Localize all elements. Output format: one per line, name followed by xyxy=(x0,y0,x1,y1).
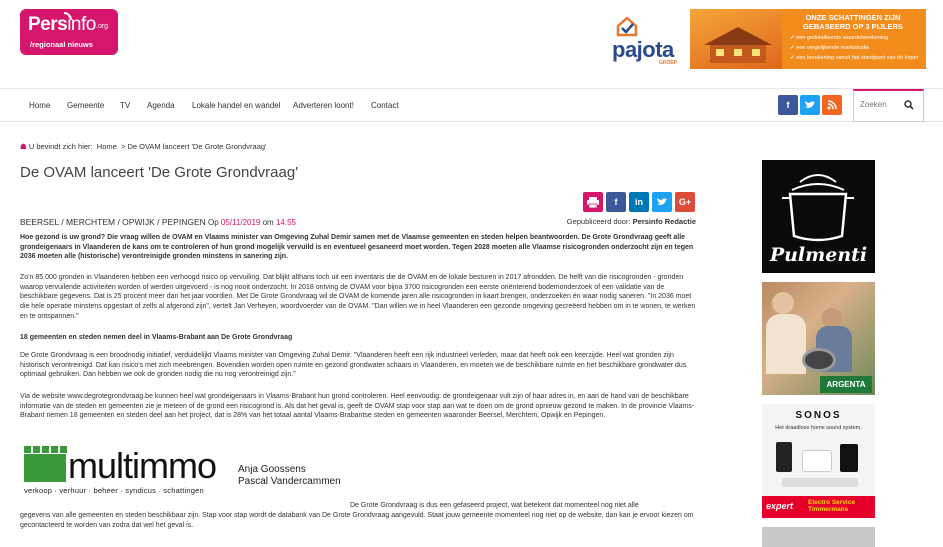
pulmenti-label: Pulmenti xyxy=(769,244,868,266)
multimmo-grid-icon xyxy=(24,446,68,454)
expert-banner xyxy=(762,496,875,518)
sonos-logo: SONOS xyxy=(795,410,842,421)
article-meta xyxy=(20,217,696,227)
nav-item-tv[interactable]: TV xyxy=(120,101,131,110)
header-banner-ad[interactable] xyxy=(690,9,926,69)
sidebar-ad-sonos[interactable] xyxy=(762,404,875,518)
article-intro: Hoe gezond is uw grond? Die vraag willen de OVAM en Vlaams minister van Omgeving Zuhal Demir samen met de Vlaamse gemeenten en steden helpen beantwoorden. De Grote Grondvraag geeft alle grondeigenaars in Vlaanderen de kans om te controleren of hun grond mogelijk vervuild is en eventueel gesaneerd moet worden. Tegen 2028 moeten alle Vlaamse risicogronden onderzocht zijn en tegen 2036 moeten alle (historische) verontreinigde gronden minstens in sanering zijn. xyxy=(20,234,694,261)
article-paragraph: gegevens van alle gemeenten en steden beschikbaar zijn. Stap voor stap wordt de databank van De Grote Grondvraag aangevuld. Staat jouw gemeente momenteel nog niet op de website, dan kan je ervoor kiezen om gecontacteerd te worden van zodra dat wel het geval is. xyxy=(20,512,694,529)
search-icon[interactable] xyxy=(904,100,914,110)
electro-service-label xyxy=(808,499,855,513)
multimmo-logo-block xyxy=(24,454,66,482)
multimmo-name: Pascal Vandercammen xyxy=(238,476,341,487)
multimmo-slogan: verkoop · verhuur · beheer · syndicus · schattingen xyxy=(24,486,204,495)
house-check-icon xyxy=(616,15,638,37)
pajota-name: pajota xyxy=(612,37,674,62)
nav-item-lokale-handel[interactable]: Lokale handel en wandel xyxy=(192,101,281,110)
multimmo-name: Anja Goossens xyxy=(238,464,306,475)
published-by xyxy=(567,217,696,226)
article-date: 05/11/2019 xyxy=(220,218,261,227)
share-facebook-icon[interactable]: f xyxy=(606,192,626,212)
expert-logo: expert xyxy=(766,501,794,511)
published-by-label: Gepubliceerd door: xyxy=(566,217,631,226)
multimmo-brand-b: immo xyxy=(132,445,217,486)
drum-image xyxy=(802,348,836,372)
argenta-logo: ARGENTA xyxy=(820,376,872,393)
shop-name-b: Timmermans xyxy=(808,506,849,513)
person-head xyxy=(772,292,794,314)
persinfo-logo[interactable] xyxy=(20,9,118,55)
date-prefix: Op xyxy=(208,218,219,227)
multimmo-ad[interactable] xyxy=(24,446,354,500)
share-linkedin-icon[interactable]: in xyxy=(629,192,649,212)
banner-point: ✓ een gedetailleerde waardeberekening xyxy=(790,33,918,43)
nav-item-gemeente[interactable]: Gemeente xyxy=(67,101,105,110)
breadcrumb-prefix: U bevindt zich hier: xyxy=(28,142,93,151)
rss-icon[interactable] xyxy=(822,95,842,115)
article-paragraph: De Grote Grondvraag is een broodnodig initiatief, verduidelijkt Vlaams minister van Omgeving Zuhal Demir. "Vlaanderen heeft een rijk industrieel verleden, maar dat heeft ook een keerzijde. Heel wat gronden zijn historisch verontreinigd. Dat kan risico's met zich meebrengen. Bovendien worden open ruimte en gezond grondwater schaars in Vlaanderen, en moeten we de beschikbare ruimte en het beschikbare grondwater dus optimaal gebruiken. Dan hebben we ook de gronden nodig die nu nog verontreinigd zijn." xyxy=(20,352,687,379)
breadcrumb-home-link[interactable]: Home xyxy=(96,142,117,151)
person-body xyxy=(766,314,806,374)
shop-name-a: Electro Service xyxy=(808,499,855,506)
article-paragraph: Via de website www.degrotegrondvraag.be kunnen heel wat grondeigenaars in Vlaams-Brabant hun grond controleren. Heel eenvoudig: de grondeigenaar vult zijn of haar adres in, en aan de hand van de beschikbare informatie van de steden en gemeenten zie je meteen of de grond een risicogrond is. Als dat het geval is, geeft de OVAM stap voor stap aan wat te doen om de grond opnieuw gezond te maken. In de provincie Vlaams-Brabant nemen 18 gemeenten en steden deel aan het project, dat is 28% van het totaal aantal Vlaams-Brabantse steden en gemeenten waaronder Beersel, Merchtem, Opwijk en Pepingen. xyxy=(20,393,695,420)
soundbar-image xyxy=(782,478,858,487)
sidebar-ad-pulmenti[interactable] xyxy=(762,160,875,273)
sonos-tagline: Het draadloze home sound system. xyxy=(775,425,862,431)
article-time: 14:55 xyxy=(275,218,296,227)
nav-item-agenda[interactable]: Agenda xyxy=(147,101,175,110)
logo-tld: .org xyxy=(96,23,109,30)
banner-house-image xyxy=(690,9,782,69)
logo-text-a: Pers xyxy=(28,14,68,35)
article-locations: BEERSEL / MERCHTEM / OPWIJK / PEPINGEN xyxy=(20,217,206,227)
sidebar-ad-next[interactable] xyxy=(762,527,875,547)
article-paragraph: De Grote Grondvraag is dus een gefaseerd project, wat betekent dat momenteel nog niet alle xyxy=(350,502,639,509)
logo-text-b: info xyxy=(67,14,96,35)
multimmo-wordmark xyxy=(68,445,217,486)
multimmo-brand-a: mult xyxy=(68,445,133,486)
home-icon: ☗ xyxy=(20,142,27,151)
published-by-name: Persinfo Redactie xyxy=(632,217,696,226)
search-box[interactable] xyxy=(853,89,924,122)
page-title: De OVAM lanceert 'De Grote Grondvraag' xyxy=(20,164,299,181)
speaker-image xyxy=(802,450,832,472)
facebook-icon[interactable]: f xyxy=(778,95,798,115)
speaker-image xyxy=(776,442,792,472)
print-icon[interactable] xyxy=(583,192,603,212)
twitter-icon[interactable] xyxy=(800,95,820,115)
speaker-image xyxy=(840,444,858,472)
banner-point: ✓ een berekening vanuit het standpunt van de koper xyxy=(790,53,918,63)
article-paragraph: Zo'n 85.000 gronden in Vlaanderen hebben een verhoogd risico op vervuiling. Dat blijkt althans toch uit een inventaris die de OVAM en de lokale besturen in 2017 afrondden. De helft van die risicogronden - gronden waarop vervuilende activiteiten worden of werden uitgevoerd - is nog nooit onderzocht. In 2018 ontving de OVAM voor bijna 3700 risicogronden een eerste oriënterend bodemonderzoek of een validatie van de beschikbare gegevens. Dat is 25 procent meer dan het jaar voordien. Met De Grote Grondvraag wil de OVAM de komende jaren alle risicogronden in kaart brengen, onderzoeken én waar nodig saneren. "In 2036 moet die hele operatie minstens opgestart of zelfs al afgerond zijn", vertelt Jan Verheyen, woordvoerder van de OVAM. "Dan willen we in heel Vlaanderen een gezonde omgeving gecreëerd hebben om in te wonen, te werken en te ontspannen." xyxy=(20,274,696,320)
cooking-pot-icon xyxy=(762,164,875,244)
article-subheading: 18 gemeenten en steden nemen deel in Vlaams-Brabant aan De Grote Grondvraag xyxy=(20,334,293,341)
banner-headline: ONZE SCHATTINGEN ZIJN GEBASEERD OP 3 PIJLERS xyxy=(803,13,903,31)
banner-points xyxy=(790,33,918,63)
breadcrumb: ☗ U bevindt zich hier: Home > De OVAM lanceert 'De Grote Grondvraag' xyxy=(20,142,267,151)
sidebar-ad-argenta[interactable] xyxy=(762,282,875,395)
breadcrumb-current: De OVAM lanceert 'De Grote Grondvraag' xyxy=(127,142,267,151)
banner-point: ✓ een vergelijkende marktstudie xyxy=(790,43,918,53)
share-twitter-icon[interactable] xyxy=(652,192,672,212)
nav-item-adverteren[interactable]: Adverteren loont! xyxy=(293,101,354,110)
nav-item-contact[interactable]: Contact xyxy=(371,101,399,110)
search-input[interactable] xyxy=(860,100,904,109)
pajota-logo[interactable] xyxy=(612,15,682,65)
person-head xyxy=(822,308,842,328)
logo-tagline: /regionaal nieuws xyxy=(30,40,93,49)
pajota-sub: GROEP xyxy=(659,60,678,66)
share-gplus-icon[interactable]: G+ xyxy=(675,192,695,212)
time-prefix: om xyxy=(262,218,274,227)
nav-item-home[interactable]: Home xyxy=(29,101,51,110)
multimmo-names xyxy=(238,464,341,488)
